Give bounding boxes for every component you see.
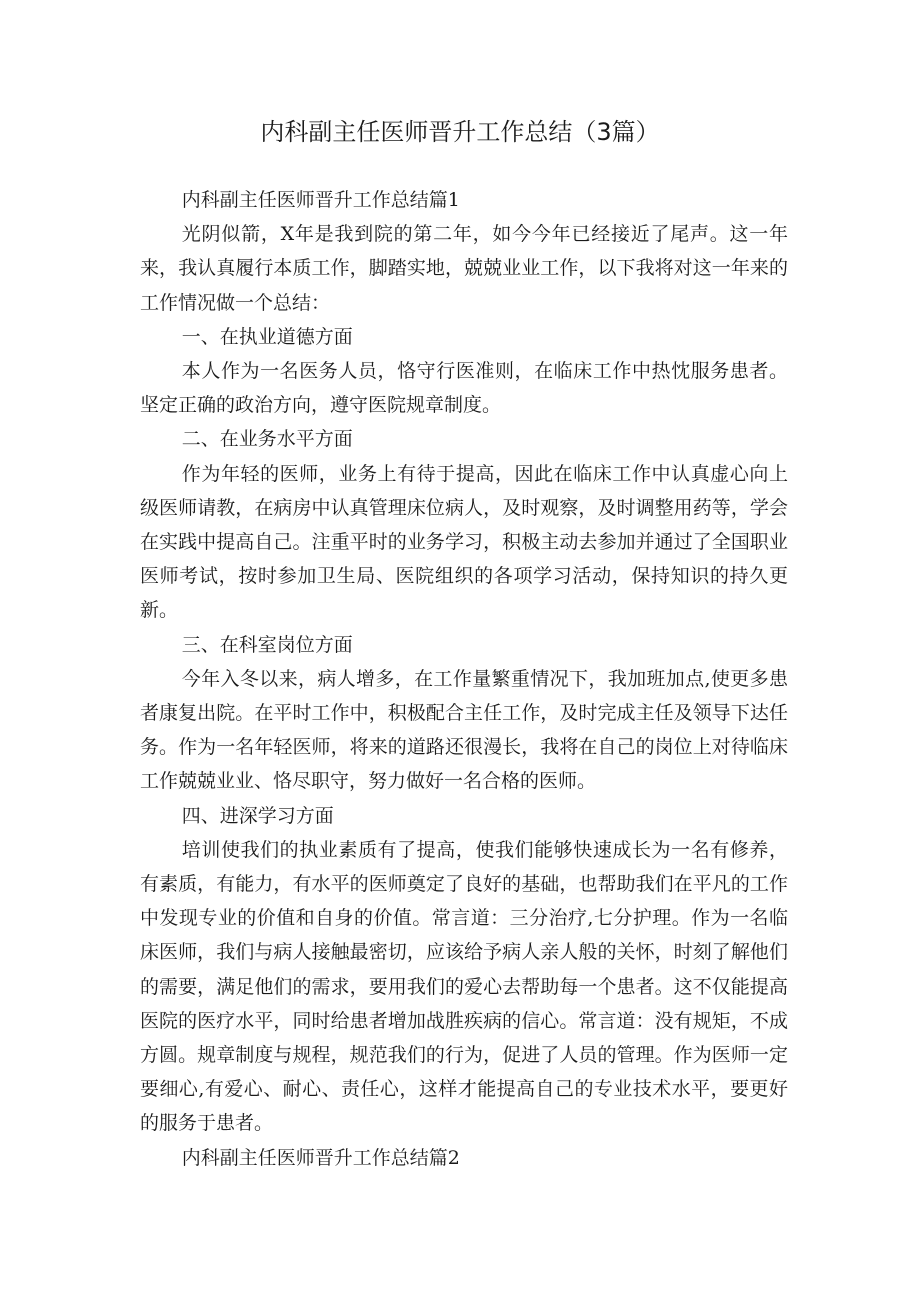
section-heading-part-1: 内科副主任医师晋升工作总结篇1 — [181, 189, 460, 211]
paragraph-ethics: 本人作为一名医务人员，恪守行医准则，在临床工作中热忱服务患者。坚定正确的政治方向，遵守医院规章制度。 — [140, 360, 788, 417]
document-body — [140, 183, 788, 1175]
subheading-ethics: 一、在执业道德方面 — [181, 325, 353, 348]
intro-paragraph: 光阴似箭，X年是我到院的第二年，如今今年已经接近了尾声。这一年来，我认真履行本质工作，脚踏实地，兢兢业业工作，以下我将对这一年来的工作情况做一个总结： — [140, 223, 788, 314]
paragraph-further-study: 培训使我们的执业素质有了提高，使我们能够快速成长为一名有修养，有素质，有能力，有水平的医师奠定了良好的基础，也帮助我们在平凡的工作中发现专业的价值和自身的价值。常言道：三分治疗,七分护理。作为一名临床医师，我们与病人接触最密切，应该给予病人亲人般的关怀，时刻了解他们的需要，满足他们的需求，要用我们的爱心去帮助每一个患者。这不仅能提高医院的医疗水平，同时给患者增加战胜疾病的信心。常言道：没有规矩，不成方圆。规章制度与规程，规范我们的行为，促进了人员的管理。作为医师一定要细心,有爱心、耐心、责任心，这样才能提高自己的专业技术水平，要更好的服务于患者。 — [140, 838, 788, 1135]
subheading-department-post: 三、在科室岗位方面 — [181, 633, 353, 656]
section-heading-part-2: 内科副主任医师晋升工作总结篇2 — [181, 1146, 460, 1169]
paragraph-department-post: 今年入冬以来，病人增多，在工作量繁重情况下，我加班加点,使更多患者康复出院。在平时工作中，积极配合主任工作，及时完成主任及领导下达任务。作为一名年轻医师，将来的道路还很漫长，我将在自己的岗位上对待临床工作兢兢业业、恪尽职守，努力做好一名合格的医师。 — [140, 667, 788, 793]
subheading-professional-level: 二、在业务水平方面 — [181, 428, 353, 451]
subheading-further-study: 四、进深学习方面 — [181, 804, 334, 827]
paragraph-professional-level: 作为年轻的医师，业务上有待于提高，因此在临床工作中认真虚心向上级医师请教，在病房中认真管理床位病人，及时观察，及时调整用药等，学会在实践中提高自己。注重平时的业务学习，积极主动去参加并通过了全国职业医师考试，按时参加卫生局、医院组织的各项学习活动，保持知识的持久更新。 — [140, 462, 788, 622]
document-title: 内科副主任医师晋升工作总结（3篇） — [260, 118, 660, 146]
